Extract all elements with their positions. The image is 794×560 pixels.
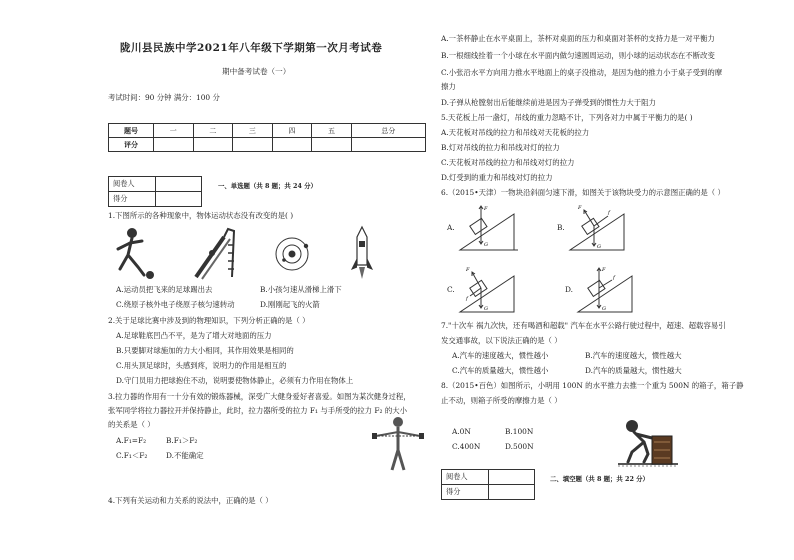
soccer-player-figure xyxy=(108,225,156,281)
score-value[interactable] xyxy=(489,485,535,500)
question-5-option-d[interactable]: D.灯受到的重力和吊线对灯的拉力 xyxy=(441,173,553,182)
gravity-label: G xyxy=(484,242,488,248)
question-4-option-a[interactable]: A.一茶杯静止在水平桌面上，茶杯对桌面的压力和桌面对茶杯的支持力是一对平衡力 xyxy=(441,34,715,43)
question-3-stem-line-2: 张军同学将拉力器拉开并保持静止，此时，拉力器所受的拉力 F₁ 与手所受的拉力 F₂ 的大小 xyxy=(108,406,408,415)
question-7-option-b[interactable]: B.汽车的速度越大，惯性越大 xyxy=(585,351,682,360)
force-label: F xyxy=(578,205,582,211)
grader-box-1 xyxy=(108,176,202,207)
exam-subtitle: 期中备考试卷（一） xyxy=(222,67,291,76)
grader-label: 阅卷人 xyxy=(109,177,156,192)
question-4-option-c[interactable]: C.小张沿水平方向用力推水平地面上的桌子没推动，是因为他的推力小于桌子受到的摩 xyxy=(441,68,723,77)
question-3-stem-line-3: 的关系是（ ） xyxy=(108,420,155,429)
question-3-option-d[interactable]: D.不能确定 xyxy=(166,451,204,460)
friction-label: f xyxy=(466,296,468,302)
question-6-label-a[interactable]: A. xyxy=(447,223,455,232)
score-cell[interactable] xyxy=(154,138,194,152)
grader-value[interactable] xyxy=(489,470,535,485)
question-4-option-c-cont: 擦力 xyxy=(441,82,456,91)
score-cell: 一 xyxy=(154,124,194,138)
question-4-stem: 4.下列有关运动和力关系的说法中，正确的是（ ） xyxy=(108,496,273,505)
incline-diagram-d xyxy=(576,262,636,320)
incline-diagram-a xyxy=(458,200,518,258)
score-cell[interactable] xyxy=(193,138,233,152)
question-5-option-b[interactable]: B.灯对吊线的拉力和吊线对灯的拉力 xyxy=(441,143,560,152)
section-heading-single-choice: 一、单选题（共 8 题；共 24 分） xyxy=(218,182,317,190)
question-6-label-c[interactable]: C. xyxy=(447,285,455,294)
question-2-option-c[interactable]: C.用头顶足球时，头感到疼，说明力的作用是相互的 xyxy=(116,361,287,370)
gravity-label: G xyxy=(484,306,488,312)
question-4-option-d[interactable]: D.子弹从枪膛射出后能继续前进是因为子弹受到的惯性力大于阻力 xyxy=(441,98,656,107)
question-2-option-b[interactable]: B.只要脚对球施加的力大小相同，其作用效果是相同的 xyxy=(116,346,294,355)
score-cell: 四 xyxy=(272,124,312,138)
question-8-option-d[interactable]: D.500N xyxy=(505,442,534,451)
grader-box-2 xyxy=(441,469,535,500)
exerciser-figure xyxy=(370,414,426,474)
question-8-stem-line-2: 止不动，则箱子所受的摩擦力是（ ） xyxy=(441,396,562,405)
force-label: F xyxy=(466,267,470,273)
question-8-option-a[interactable]: A.0N xyxy=(452,427,471,436)
score-label: 得分 xyxy=(109,192,156,207)
question-7-option-d[interactable]: D.汽车的质量越大，惯性越大 xyxy=(585,366,682,375)
question-1-option-c[interactable]: C.绕原子核外电子绕原子核匀速转动 xyxy=(116,300,235,309)
question-8-option-b[interactable]: B.100N xyxy=(505,427,534,436)
score-cell[interactable] xyxy=(312,138,352,152)
score-table-header-row xyxy=(109,124,426,138)
question-7-stem-line-2: 发交通事故，以下说法正确的是（ ） xyxy=(441,336,562,345)
question-6-label-b[interactable]: B. xyxy=(557,223,565,232)
question-6-stem: 6.（2015•天津）一物块沿斜面匀速下滑，如图关于该物块受力的示意图正确的是（ ） xyxy=(441,188,725,197)
grader-value[interactable] xyxy=(156,177,202,192)
boy-pushing-box-figure xyxy=(618,412,678,468)
score-cell[interactable] xyxy=(351,138,425,152)
question-3-option-a[interactable]: A.F₁=F₂ xyxy=(116,436,147,445)
exam-title: 陇川县民族中学2021年八年级下学期第一次月考试卷 xyxy=(120,42,383,54)
force-label: F xyxy=(602,267,606,273)
question-8-stem-line-1: 8.（2015•百色）如图所示，小明用 100N 的水平推力去推一个重为 500N 的箱子，箱子静 xyxy=(441,381,744,390)
question-5-option-c[interactable]: C.天花板对吊线的拉力和吊线对灯的拉力 xyxy=(441,158,575,167)
section-heading-fill-blank: 二、填空题（共 8 题；共 22 分） xyxy=(550,475,649,483)
question-1-option-a[interactable]: A.运动员把飞来的足球踢出去 xyxy=(116,285,213,294)
score-cell: 评分 xyxy=(109,138,154,152)
exam-info: 考试时间：90 分钟 满分：100 分 xyxy=(108,93,220,102)
score-cell[interactable] xyxy=(272,138,312,152)
score-cell: 题号 xyxy=(109,124,154,138)
question-3-option-c[interactable]: C.F₁＜F₂ xyxy=(116,451,148,460)
question-5-option-a[interactable]: A.天花板对吊线的拉力和吊线对天花板的拉力 xyxy=(441,128,590,137)
score-cell: 总分 xyxy=(351,124,425,138)
question-7-option-a[interactable]: A.汽车的速度越大，惯性越小 xyxy=(452,351,549,360)
gravity-label: G xyxy=(597,244,601,250)
friction-label: f xyxy=(608,210,610,216)
atom-figure xyxy=(272,234,312,274)
question-1-option-d[interactable]: D.刚刚起飞的火箭 xyxy=(260,300,320,309)
question-4-option-b[interactable]: B.一根细线拴着一个小球在水平面内做匀速圆周运动，则小球的运动状态在不断改变 xyxy=(441,51,715,60)
question-8-option-c[interactable]: C.400N xyxy=(452,442,481,451)
score-cell: 二 xyxy=(193,124,233,138)
gravity-label: G xyxy=(602,306,606,312)
incline-diagram-c xyxy=(458,262,518,320)
question-3-stem-line-1: 3.拉力器的作用有一十分有效的锻炼器械，深受广大健身爱好者喜爱。如图为某次健身过程， xyxy=(108,392,411,401)
question-6-label-d[interactable]: D. xyxy=(565,285,574,294)
score-value[interactable] xyxy=(156,192,202,207)
force-label: F xyxy=(484,206,488,212)
score-label: 得分 xyxy=(442,485,489,500)
score-table-score-row xyxy=(109,138,426,152)
question-2-stem: 2.关于足球比赛中涉及到的物理知识，下列分析正确的是（ ） xyxy=(108,316,310,325)
score-table xyxy=(108,123,426,152)
slide-figure xyxy=(190,227,238,281)
question-3-option-b[interactable]: B.F₁＞F₂ xyxy=(166,436,198,445)
score-cell: 五 xyxy=(312,124,352,138)
question-2-option-d[interactable]: D.守门员用力把球抱住不动，说明要使物体静止，必须有力作用在物体上 xyxy=(116,376,354,385)
question-7-option-c[interactable]: C.汽车的质量越大，惯性越小 xyxy=(452,366,549,375)
question-5-stem: 5.天花板上吊一盏灯，吊线的重力忽略不计，下列各对力中属于平衡力的是( ) xyxy=(441,113,693,122)
question-1-option-b[interactable]: B.小孩匀速从滑梯上滑下 xyxy=(260,285,342,294)
question-2-option-a[interactable]: A.足球鞋底凹凸不平，是为了增大对地面的压力 xyxy=(116,331,272,340)
question-7-stem-line-1: 7."十次车 祸九次快，还有喝酒和超载" 汽车在水平公路行驶过程中，超速、超载容易引 xyxy=(441,321,726,330)
score-cell[interactable] xyxy=(233,138,273,152)
score-cell: 三 xyxy=(233,124,273,138)
grader-label: 阅卷人 xyxy=(442,470,489,485)
rocket-figure xyxy=(350,225,374,281)
question-1-stem: 1.下图所示的各种现象中，物体运动状态没有改变的是( ) xyxy=(108,211,294,220)
incline-diagram-b xyxy=(568,200,628,258)
friction-label: f xyxy=(613,275,615,281)
